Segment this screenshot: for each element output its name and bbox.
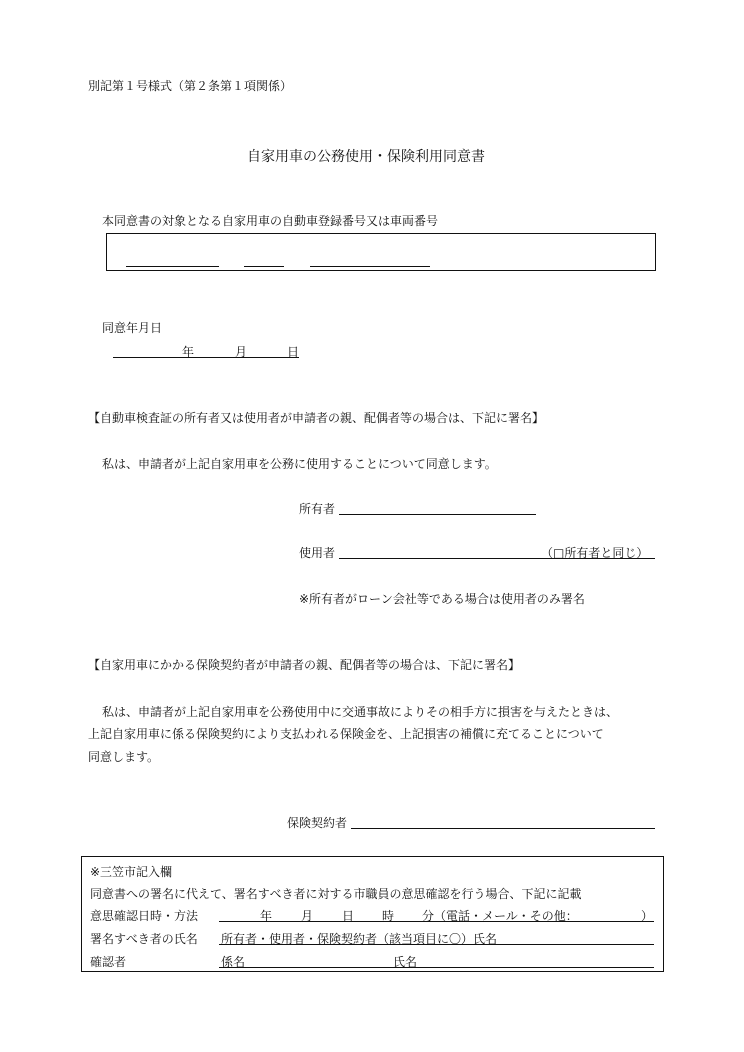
owner-note: ※所有者がローン会社等である場合は使用者のみ署名 [299, 592, 585, 606]
vehicle-number-blank-1[interactable] [126, 266, 219, 267]
section2-line2: 上記自家用車に係る保険契約により支払われる保険金を、上記損害の補償に充てることについて [88, 727, 604, 741]
vehicle-number-blank-3[interactable] [310, 266, 430, 267]
section2-line3: 同意します。 [88, 750, 160, 764]
signer-name-line[interactable] [219, 944, 654, 945]
confirm-hour: 時 [382, 909, 395, 923]
confirmer-name-label: 氏名 [393, 955, 418, 969]
confirm-datetime-label: 意思確認日時・方法 [90, 909, 199, 923]
confirmer-post-label: 係名 [221, 955, 246, 969]
section1-statement: 私は、申請者が上記自家用車を公務に使用することについて同意します。 [102, 457, 497, 471]
consent-year: 年 [182, 345, 195, 359]
office-use-box [81, 856, 664, 972]
confirm-day: 日 [342, 909, 355, 923]
user-label: 使用者 [299, 546, 336, 560]
vehicle-label: 本同意書の対象となる自家用車の自動車登録番号又は車両番号 [102, 214, 439, 228]
owner-label: 所有者 [299, 502, 336, 516]
section2-line1: 私は、申請者が上記自家用車を公務使用中に交通事故によりその相手方に損害を与えたときは、 [102, 705, 619, 719]
office-box-description: 同意書への署名に代えて、署名すべき者に対する市職員の意思確認を行う場合、下記に記載 [90, 887, 582, 901]
confirm-year: 年 [260, 909, 273, 923]
confirmer-line[interactable] [219, 967, 654, 968]
vehicle-number-box[interactable] [106, 233, 656, 271]
policyholder-label: 保険契約者 [287, 816, 348, 830]
confirm-month: 月 [301, 909, 314, 923]
consent-date-line[interactable] [113, 357, 299, 358]
page-title: 自家用車の公務使用・保険利用同意書 [247, 149, 485, 165]
section2-header: 【自家用車にかかる保険契約者が申請者の親、配偶者等の場合は、下記に署名】 [88, 658, 521, 672]
owner-signature-line[interactable] [339, 514, 536, 515]
confirmer-label: 確認者 [90, 955, 127, 969]
signer-name-value: 所有者・使用者・保険契約者（該当項目に〇）氏名 [221, 932, 498, 946]
form-label: 別記第１号様式（第２条第１項関係） [88, 79, 293, 93]
consent-date-label: 同意年月日 [102, 321, 163, 335]
policyholder-signature-line[interactable] [351, 828, 655, 829]
consent-day: 日 [287, 345, 300, 359]
confirm-method: 分（電話・メール・その他： [422, 909, 578, 923]
section1-header: 【自動車検査証の所有者又は使用者が申請者の親、配偶者等の場合は、下記に署名】 [88, 411, 545, 425]
same-as-owner-checkbox[interactable]: （□所有者と同じ） [541, 546, 649, 560]
consent-month: 月 [235, 345, 248, 359]
confirm-datetime-line[interactable] [219, 921, 654, 922]
confirm-method-close: ） [641, 909, 654, 923]
vehicle-number-blank-2[interactable] [244, 266, 284, 267]
signer-name-label: 署名すべき者の氏名 [90, 932, 198, 946]
office-box-title: ※三笠市記入欄 [90, 865, 173, 879]
